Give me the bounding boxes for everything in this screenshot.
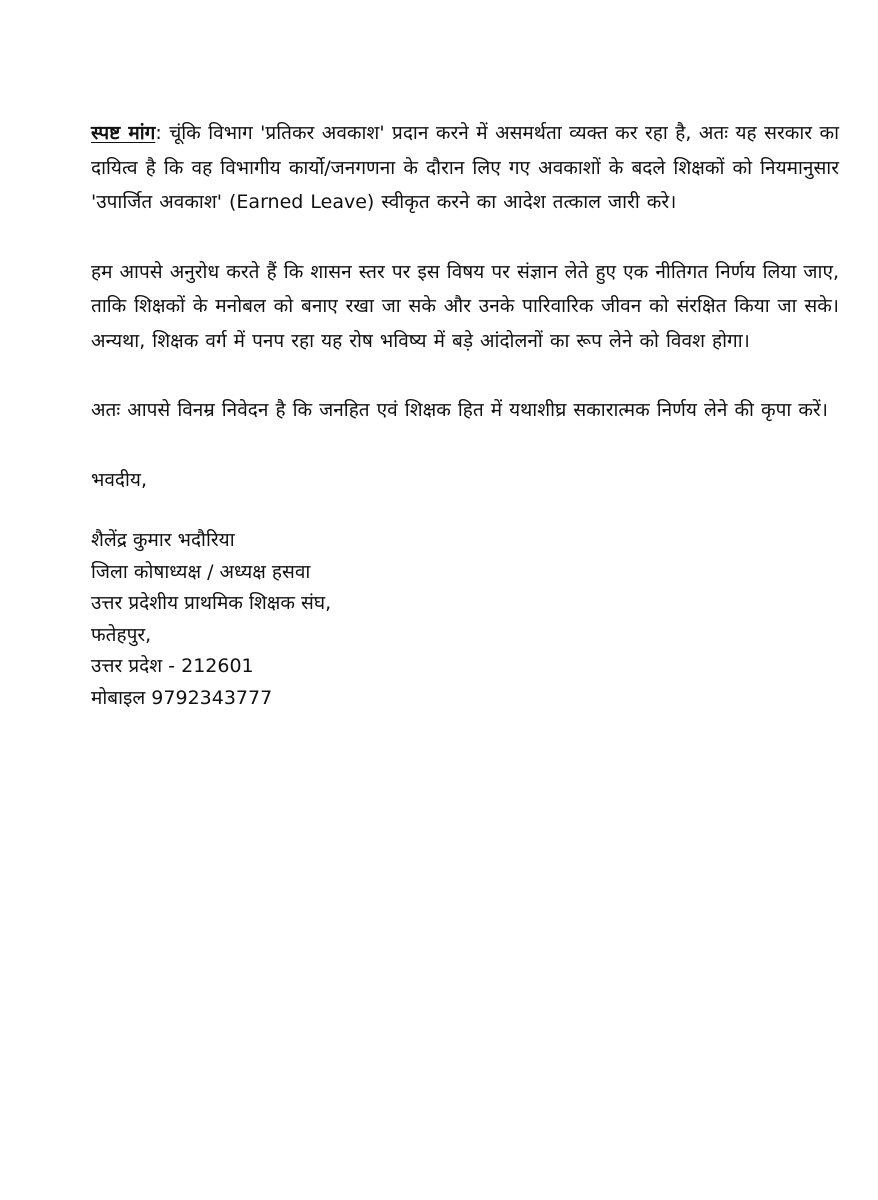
signatory-city: फतेहपुर, <box>91 623 152 646</box>
letter-body <box>91 116 839 714</box>
signatory-designation: जिला कोषाध्यक्ष / अध्यक्ष हसवा <box>91 560 311 583</box>
signatory-state-pin: उत्तर प्रदेश - 212601 <box>91 655 254 677</box>
demand-paragraph <box>91 116 839 220</box>
signature-block <box>91 525 839 714</box>
request-paragraph: हम आपसे अनुरोध करते हैं कि शासन स्तर पर इस विषय पर संज्ञान लेते हुए एक नीतिगत निर्णय लिया जाए, ताकि शिक्षकों के मनोबल को बनाए रखा जा सके और उनके पारिवारिक जीवन को संरक्षित किया जा सके। अन्यथा, शिक्षक वर्ग में पनप रहा यह रोष भविष्य में बड़े आंदोलनों का रूप लेने को विवश होगा। <box>91 260 839 352</box>
plea-paragraph: अतः आपसे विनम्र निवेदन है कि जनहित एवं शिक्षक हित में यथाशीघ्र सकारात्मक निर्णय लेने की कृपा करें। <box>91 399 828 421</box>
demand-text: : चूंकि विभाग 'प्रतिकर अवकाश' प्रदान करने में असमर्थता व्यक्त कर रहा है, अतः यह सरकार का दायित्व है कि वह विभागीय कार्यो/जनगणना के दौरान लिए गए अवकाशों के बदले शिक्षकों को नियमानुसार 'उपार्जित अवकाश' (Earned Leave) स्वीकृत करने का आदेश तत्काल जारी करे। <box>91 122 840 213</box>
demand-label: स्पष्ट मांग <box>91 122 156 144</box>
signatory-mobile: मोबाइल 9792343777 <box>91 686 273 709</box>
signatory-organization: उत्तर प्रदेशीय प्राथमिक शिक्षक संघ, <box>91 592 332 614</box>
signatory-name: शैलेंद्र कुमार भदौरिया <box>91 529 235 551</box>
closing-salutation: भवदीय, <box>91 468 147 491</box>
